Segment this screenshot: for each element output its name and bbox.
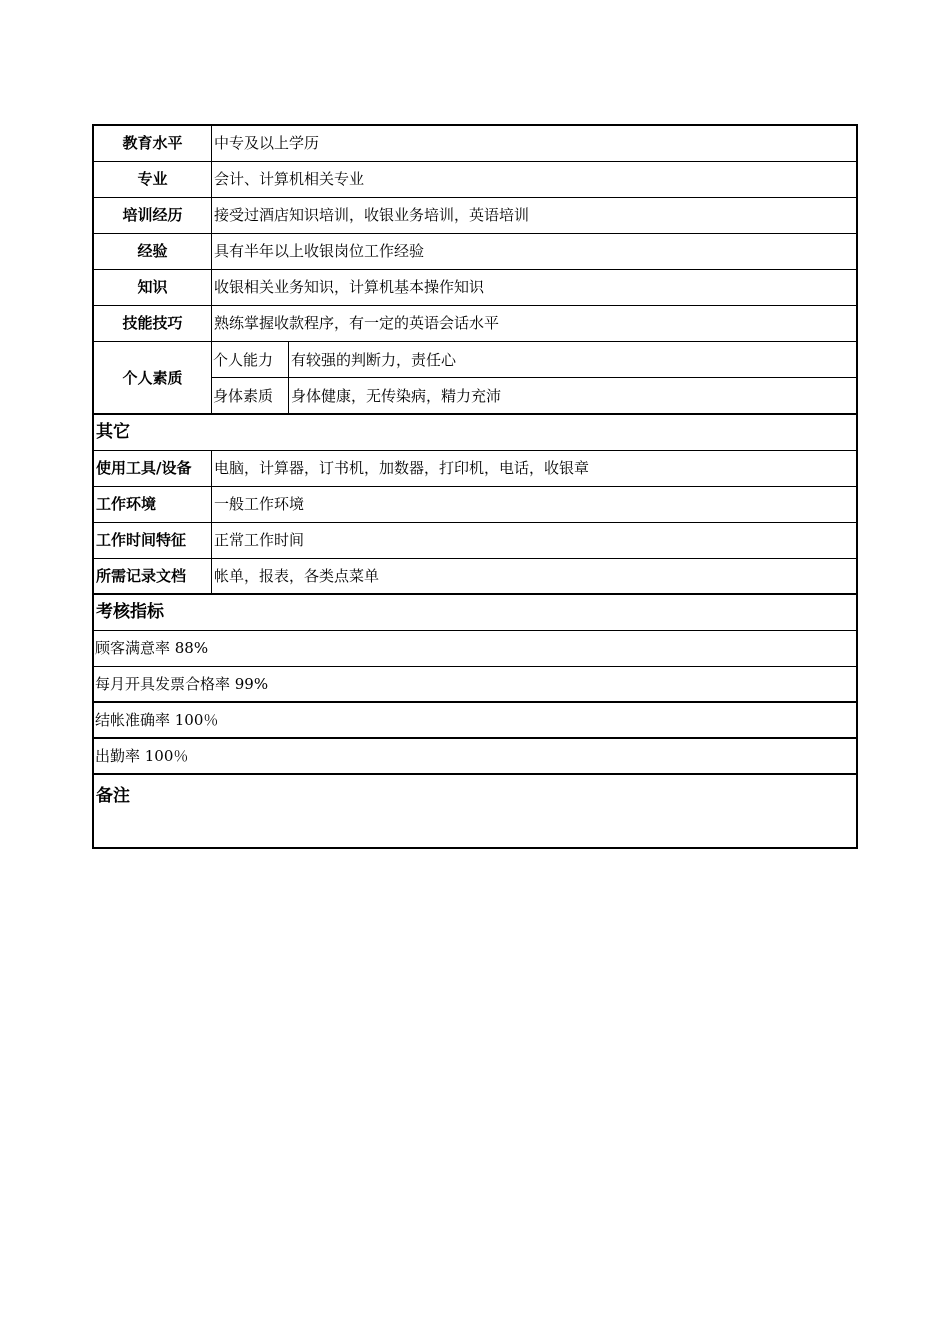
kpi-item: 顾客满意率 88%: [95, 639, 209, 657]
row-label-education: 教育水平: [94, 126, 212, 161]
row-label-training: 培训经历: [94, 198, 212, 233]
table-row: [94, 306, 856, 342]
table-row: [94, 270, 856, 306]
kpi-item: 出勤率 100％: [95, 746, 189, 765]
personal-quality-rows: [212, 342, 856, 413]
row-value-education: 中专及以上学历: [214, 134, 320, 152]
row-label-knowledge: 知识: [94, 270, 212, 305]
section-header-other: [94, 415, 856, 451]
row-value-skills: 熟练掌握收款程序，有一定的英语会话水平: [214, 314, 500, 332]
section-header-kpi: [94, 595, 856, 631]
row-value-environment: 一般工作环境: [214, 495, 305, 513]
list-item: [94, 667, 856, 703]
row-value-training: 接受过酒店知识培训，收银业务培训，英语培训: [214, 206, 530, 224]
row-label-major: 专业: [94, 162, 212, 197]
personal-quality-label: 个人素质: [94, 342, 212, 413]
quality-name-physical: 身体素质: [212, 378, 289, 413]
table-row: [94, 234, 856, 270]
section-title-notes: 备注: [96, 785, 130, 806]
table-row: [94, 559, 856, 595]
section-title-other: 其它: [96, 422, 130, 442]
table-row: [94, 451, 856, 487]
quality-value-ability: 有较强的判断力，责任心: [291, 351, 457, 369]
personal-quality-block: [94, 342, 856, 415]
row-label-skills: 技能技巧: [94, 306, 212, 341]
row-value-work-time: 正常工作时间: [214, 531, 305, 549]
notes-section: [94, 775, 856, 847]
section-title-kpi: 考核指标: [96, 602, 164, 622]
row-label-work-time: 工作时间特征: [94, 523, 212, 558]
table-row: [94, 523, 856, 559]
table-row: [94, 126, 856, 162]
kpi-item: 结帐准确率 100％: [95, 710, 219, 729]
row-label-environment: 工作环境: [94, 487, 212, 522]
row-value-experience: 具有半年以上收银岗位工作经验: [214, 242, 425, 260]
table-row: [212, 378, 856, 413]
table-row: [94, 198, 856, 234]
row-value-documents: 帐单，报表，各类点菜单: [214, 566, 380, 585]
row-value-knowledge: 收银相关业务知识，计算机基本操作知识: [214, 278, 485, 296]
row-label-experience: 经验: [94, 234, 212, 269]
kpi-item: 每月开具发票合格率 99%: [95, 674, 269, 693]
row-label-tools: 使用工具/设备: [94, 451, 212, 486]
list-item: [94, 631, 856, 667]
quality-name-ability: 个人能力: [212, 342, 289, 377]
row-label-documents: 所需记录文档: [94, 559, 212, 593]
quality-value-physical: 身体健康，无传染病，精力充沛: [291, 387, 502, 405]
row-value-tools: 电脑，计算器，订书机，加数器，打印机，电话，收银章: [214, 459, 590, 477]
list-item: [94, 703, 856, 739]
list-item: [94, 739, 856, 775]
row-value-major: 会计、计算机相关专业: [214, 170, 365, 188]
table-row: [94, 162, 856, 198]
table-row: [94, 487, 856, 523]
job-description-table: [92, 124, 858, 849]
table-row: [212, 342, 856, 378]
